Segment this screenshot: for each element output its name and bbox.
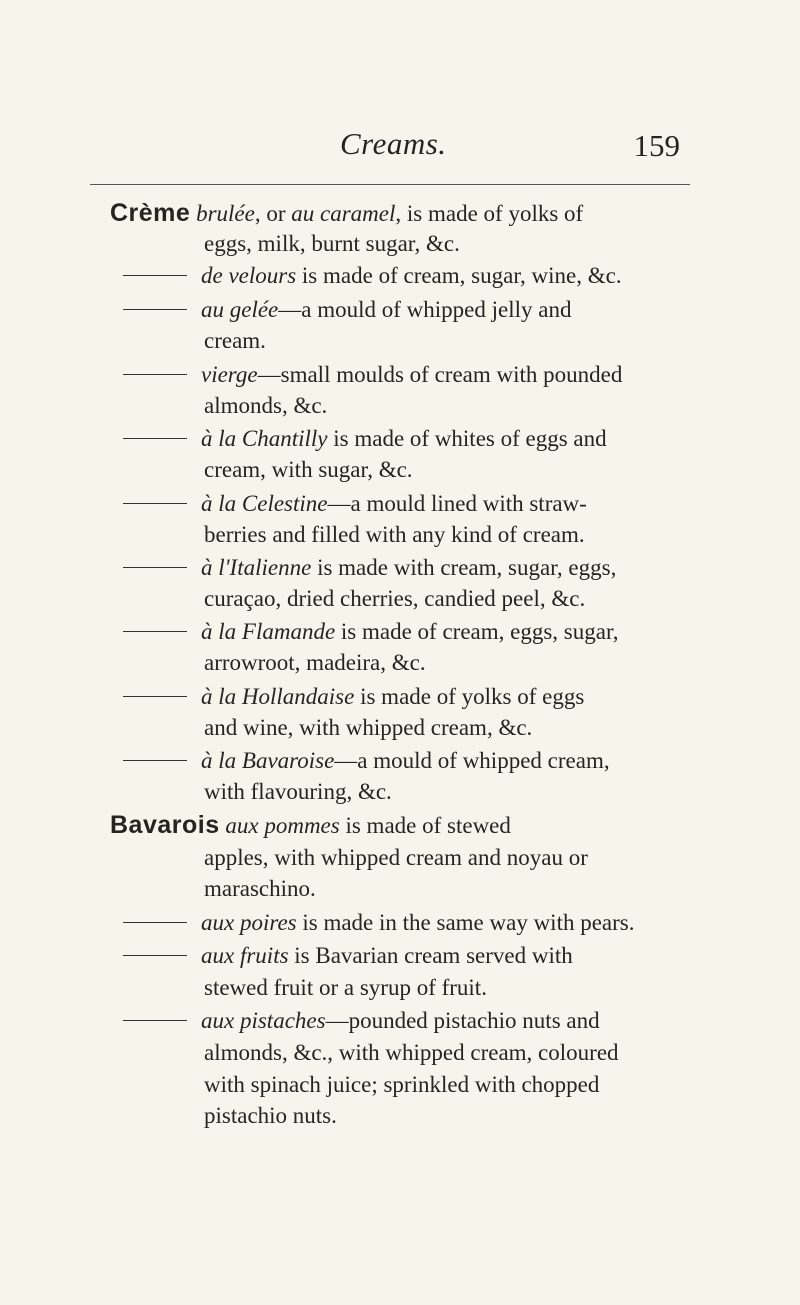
entry-line: stewed fruit or a syrup of fruit. [204,975,487,1000]
main-heading-creme: Crème [110,199,191,227]
ditto-dash [123,696,187,697]
ditto-dash [123,567,187,568]
entry-line: with flavouring, &c. [204,779,392,804]
entry-line: with spinach juice; sprinkled with chopped [204,1072,600,1097]
entry-aux-fruits: aux fruits is Bavarian cream served with [123,941,573,971]
ditto-dash [123,374,187,375]
entry-line: almonds, &c. [204,393,328,418]
ditto-dash [123,955,187,956]
header-rule [90,184,690,185]
entry-line: berries and filled with any kind of cream. [204,522,585,547]
running-title: Creams. [340,126,447,161]
entry-de-velours: de velours is made of cream, sugar, wine, &c. [123,261,622,291]
ditto-dash [123,631,187,632]
term-brulee: brulée [196,201,255,226]
ditto-dash [123,760,187,761]
entry-celestine: à la Celestine—a mould lined with straw- [123,489,587,519]
entry-au-gelee: au gelée—a mould of whipped jelly and [123,295,571,325]
ditto-dash [123,503,187,504]
ditto-dash [123,309,187,310]
entry-flamande: à la Flamande is made of cream, eggs, sugar, [123,617,618,647]
term-au-caramel: au caramel [291,201,396,226]
entry-bavaroise: à la Bavaroise—a mould of whipped cream, [123,746,610,776]
ditto-dash [123,922,187,923]
entry-chantilly: à la Chantilly is made of whites of eggs and [123,424,607,454]
entry-line: pistachio nuts. [204,1103,337,1128]
entry-creme-brulee: Crème brulée, or au caramel, is made of yolks of [110,199,584,227]
entry-line: curaçao, dried cherries, candied peel, &c. [204,586,586,611]
entry-line: cream, with sugar, &c. [204,457,413,482]
entry-line: and wine, with whipped cream, &c. [204,715,533,740]
entry-vierge: vierge—small moulds of cream with pounded [123,360,622,390]
entry-bavarois-pommes: Bavarois aux pommes is made of stewed [110,811,511,839]
entry-line: maraschino. [204,876,316,901]
entry-line: cream. [204,328,266,353]
entry-italienne: à l'Italienne is made with cream, sugar, eggs, [123,553,616,583]
entry-aux-poires: aux poires is made in the same way with pears. [123,908,635,938]
entry-hollandaise: à la Hollandaise is made of yolks of eggs [123,682,584,712]
main-heading-bavarois: Bavarois [110,811,220,839]
running-head [90,120,690,170]
ditto-dash [123,1020,187,1021]
entry-line: apples, with whipped cream and noyau or [204,845,588,870]
ditto-dash [123,275,187,276]
entry-line: almonds, &c., with whipped cream, coloured [204,1040,619,1065]
entry-line: eggs, milk, burnt sugar, &c. [204,231,460,256]
page-number: 159 [633,128,680,163]
ditto-dash [123,438,187,439]
entry-line: arrowroot, madeira, &c. [204,650,426,675]
entry-aux-pistaches: aux pistaches—pounded pistachio nuts and [123,1006,600,1036]
